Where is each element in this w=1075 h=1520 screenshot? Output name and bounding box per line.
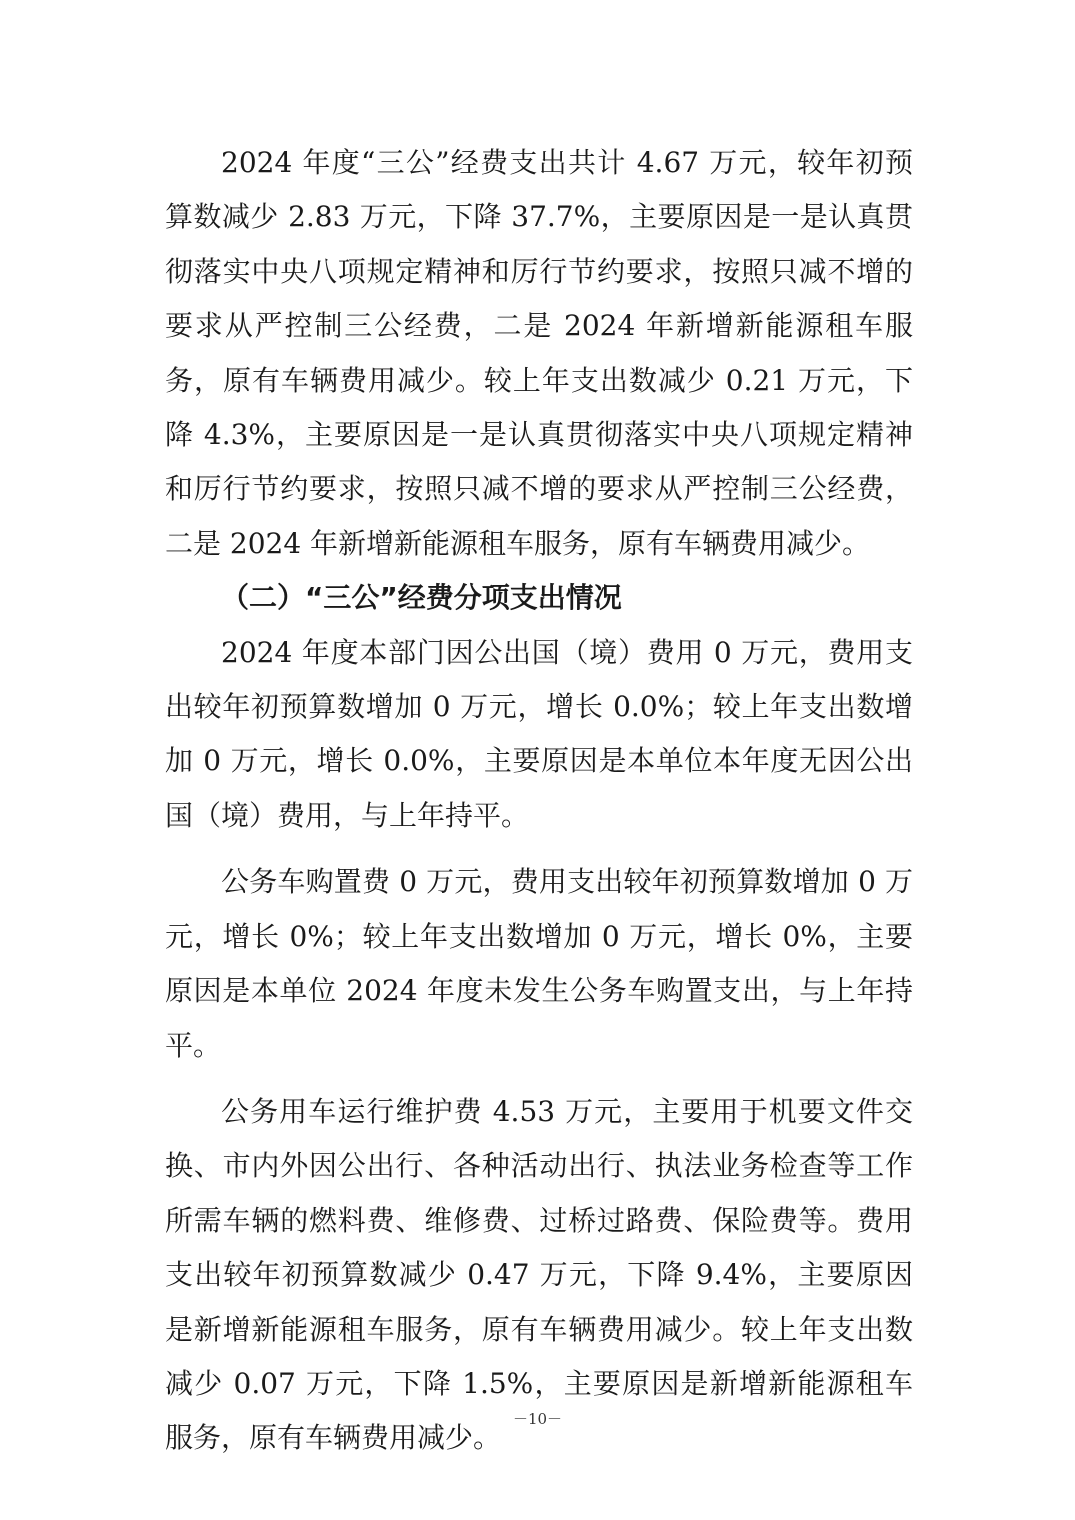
section-heading-sangong-breakdown: （二）“三公”经费分项支出情况 — [221, 581, 622, 615]
document-body — [165, 136, 913, 1466]
paragraph-sangong-total: 2024 年度“三公”经费支出共计 4.67 万元，较年初预算数减少 2.83 万元，下降 37.7%，主要原因是一是认真贯彻落实中央八项规定精神和厉行节约要求，按照只减不增的要求从严控制三公经费，二是 2024 年新增新能源租车服务，原有车辆费用减少。较上年支出数减少 0.21 万元，下降 4.3%，主要原因是一是认真贯彻落实中央八项规定精神和厉行节约要求，按照只减不增的要求从严控制三公经费，二是 2024 年新增新能源租车服务，原有车辆费用减少。 — [165, 146, 913, 560]
paragraph-vehicle-purchase: 公务车购置费 0 万元，费用支出较年初预算数增加 0 万元，增长 0%；较上年支出数增加 0 万元，增长 0%，主要原因是本单位 2024 年度未发生公务车购置支出，与上年持平。 — [165, 865, 913, 1062]
paragraph-overseas-travel: 2024 年度本部门因公出国（境）费用 0 万元，费用支出较年初预算数增加 0 万元，增长 0.0%；较上年支出数增加 0 万元，增长 0.0%，主要原因是本单位本年度无因公出国（境）费用，与上年持平。 — [165, 635, 913, 832]
page-number: －10－ — [512, 1410, 563, 1428]
paragraph-vehicle-maintenance: 公务用车运行维护费 4.53 万元，主要用于机要文件交换、市内外因公出行、各种活动出行、执法业务检查等工作所需车辆的燃料费、维修费、过桥过路费、保险费等。费用支出较年初预算数减少 0.47 万元，下降 9.4%，主要原因是新增新能源租车服务，原有车辆费用减少。较上年支出数减少 0.07 万元，下降 1.5%，主要原因是新增新能源租车服务，原有车辆费用减少。 — [165, 1094, 913, 1455]
